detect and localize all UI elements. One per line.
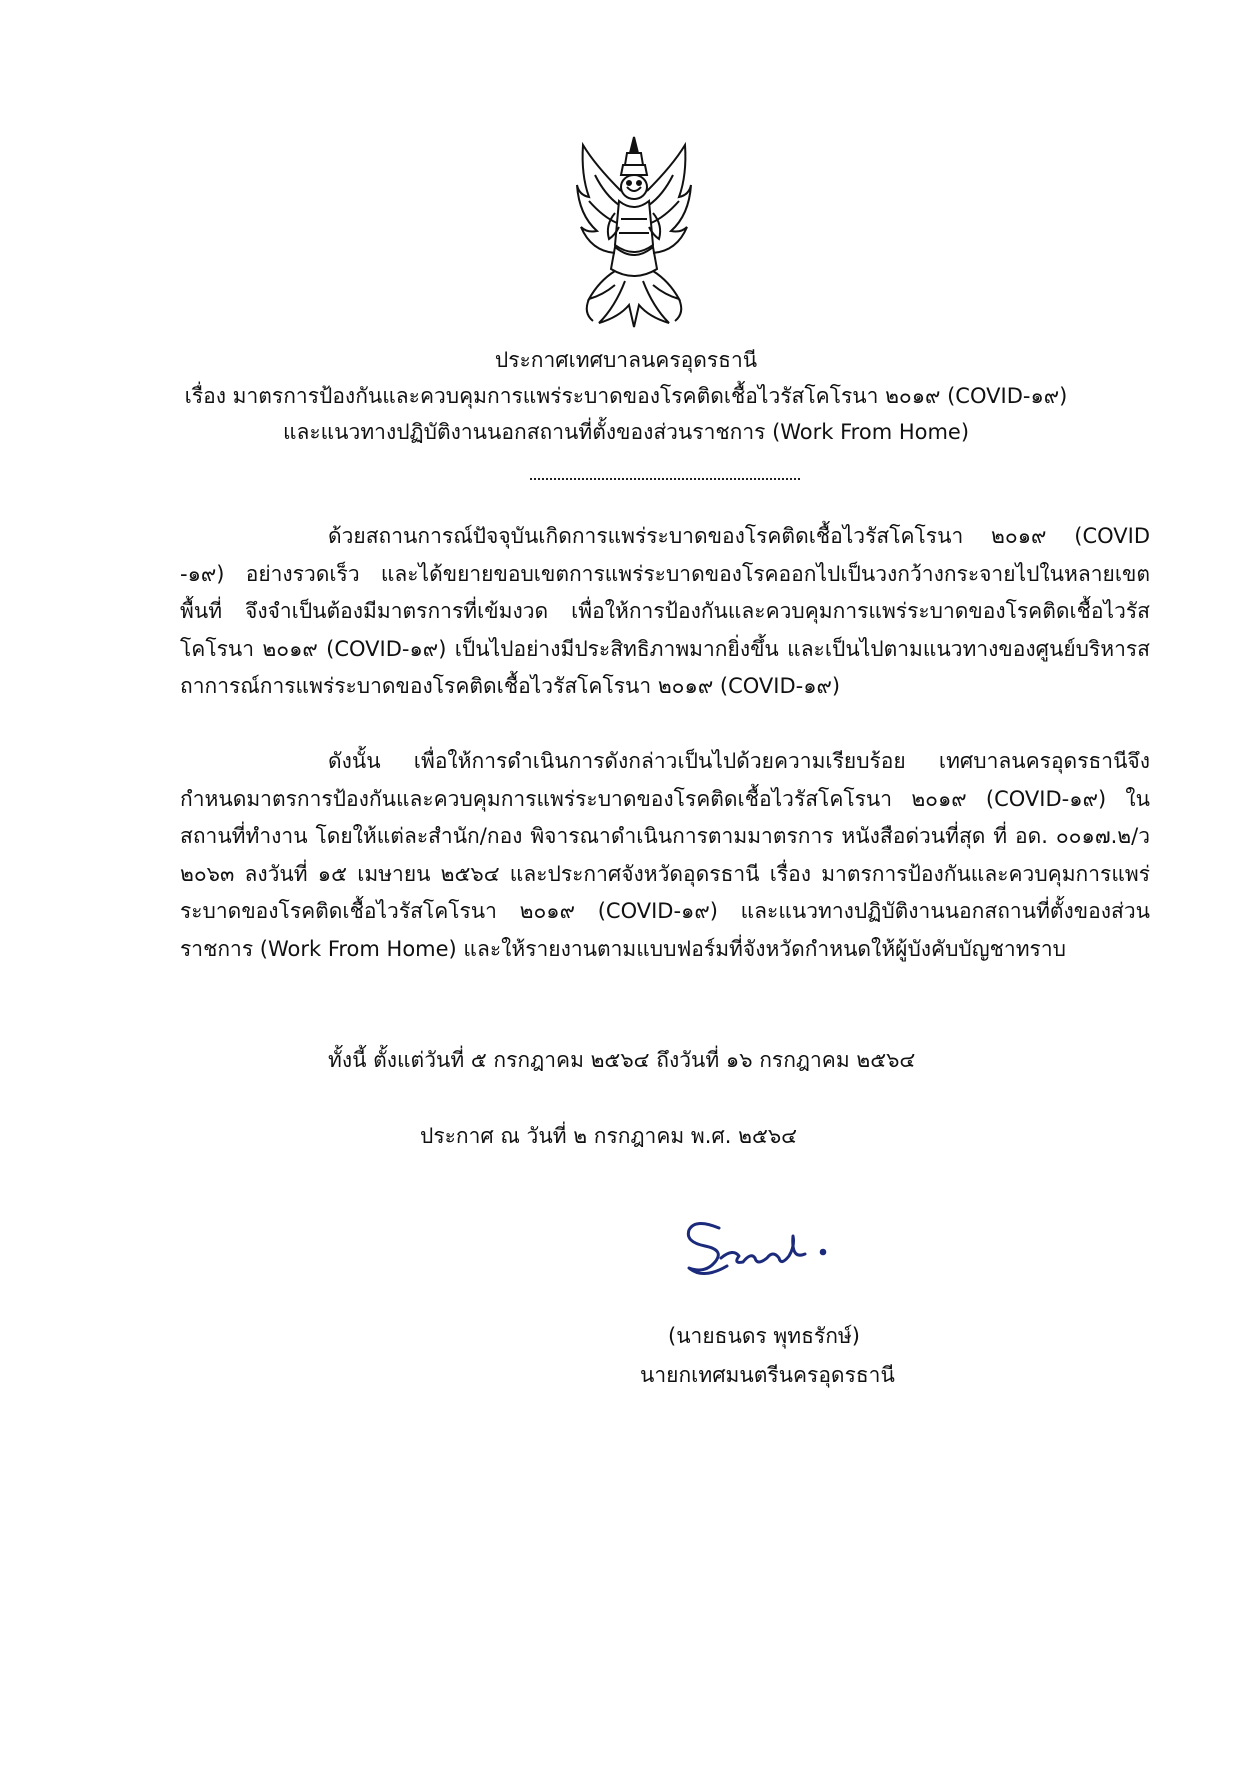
signatory-name: (นายธนดร พุทธรักษ์) — [668, 1324, 860, 1348]
subject-line-1: เรื่อง มาตรการป้องกันและควบคุมการแพร่ระบาดของโรคติดเชื้อไวรัสโคโรนา ๒๐๑๙ (COVID-๑๙) — [184, 384, 1068, 408]
signatory-position: นายกเทศมนตรีนครอุดรธานี — [640, 1363, 895, 1387]
paragraph-2-text: ดังนั้น เพื่อให้การดำเนินการดังกล่าวเป็นไปด้วยความเรียบร้อย เทศบาลนครอุดรธานีจึงกำหนดมาตรการป้องกันและควบคุมการแพร่ระบาดของโรคติดเชื้อไวรัสโคโรนา ๒๐๑๙ (COVID-๑๙) ในสถานที่ทำงาน โดยให้แต่ละสำนัก/กอง พิจารณาดำเนินการตามมาตรการ หนังสือด่วนที่สุด ที่ อด. ๐๐๑๗.๒/ว ๒๐๖๓ ลงวันที่ ๑๕ เมษายน ๒๕๖๔ และประกาศจังหวัดอุดรธานี เรื่อง มาตรการป้องกันและควบคุมการแพร่ระบาดของโรคติดเชื้อไวรัสโคโรนา ๒๐๑๙ (COVID-๑๙) และแนวทางปฏิบัติงานนอกสถานที่ตั้งของส่วนราชการ (Work From Home) และให้รายงานตามแบบฟอร์มที่จังหวัดกำหนดให้ผู้บังคับบัญชาทราบ — [180, 749, 1150, 961]
paragraph-2 — [180, 743, 1150, 968]
announcement-date: ประกาศ ณ วันที่ ๒ กรกฎาคม พ.ศ. ๒๕๖๔ — [420, 1124, 798, 1148]
issuer-title: ประกาศเทศบาลนครอุดรธานี — [494, 348, 758, 372]
garuda-emblem-icon — [575, 135, 693, 330]
signature-image — [675, 1200, 855, 1280]
paragraph-1-text: ด้วยสถานการณ์ปัจจุบันเกิดการแพร่ระบาดของโรคติดเชื้อไวรัสโคโรนา ๒๐๑๙ (COVID -๑๙) อย่างรวดเร็ว และได้ขยายขอบเขตการแพร่ระบาดของโรคออกไปเป็นวงกว้างกระจายไปในหลายเขตพื้นที่ จึงจำเป็นต้องมีมาตรการที่เข้มงวด เพื่อให้การป้องกันและควบคุมการแพร่ระบาดของโรคติดเชื้อไวรัสโคโรนา ๒๐๑๙ (COVID-๑๙) เป็นไปอย่างมีประสิทธิภาพมากยิ่งขึ้น และเป็นไปตามแนวทางของศูนย์บริหารสถาการณ์การแพร่ระบาดของโรคติดเชื้อไวรัสโคโรนา ๒๐๑๙ (COVID-๑๙) — [180, 524, 1150, 698]
separator-dotted-line — [530, 478, 800, 480]
paragraph-1 — [180, 518, 1150, 706]
effective-period: ทั้งนี้ ตั้งแต่วันที่ ๕ กรกฎาคม ๒๕๖๔ ถึงวันที่ ๑๖ กรกฎาคม ๒๕๖๔ — [328, 1048, 916, 1072]
subject-line-2: และแนวทางปฏิบัติงานนอกสถานที่ตั้งของส่วนราชการ (Work From Home) — [282, 420, 970, 444]
